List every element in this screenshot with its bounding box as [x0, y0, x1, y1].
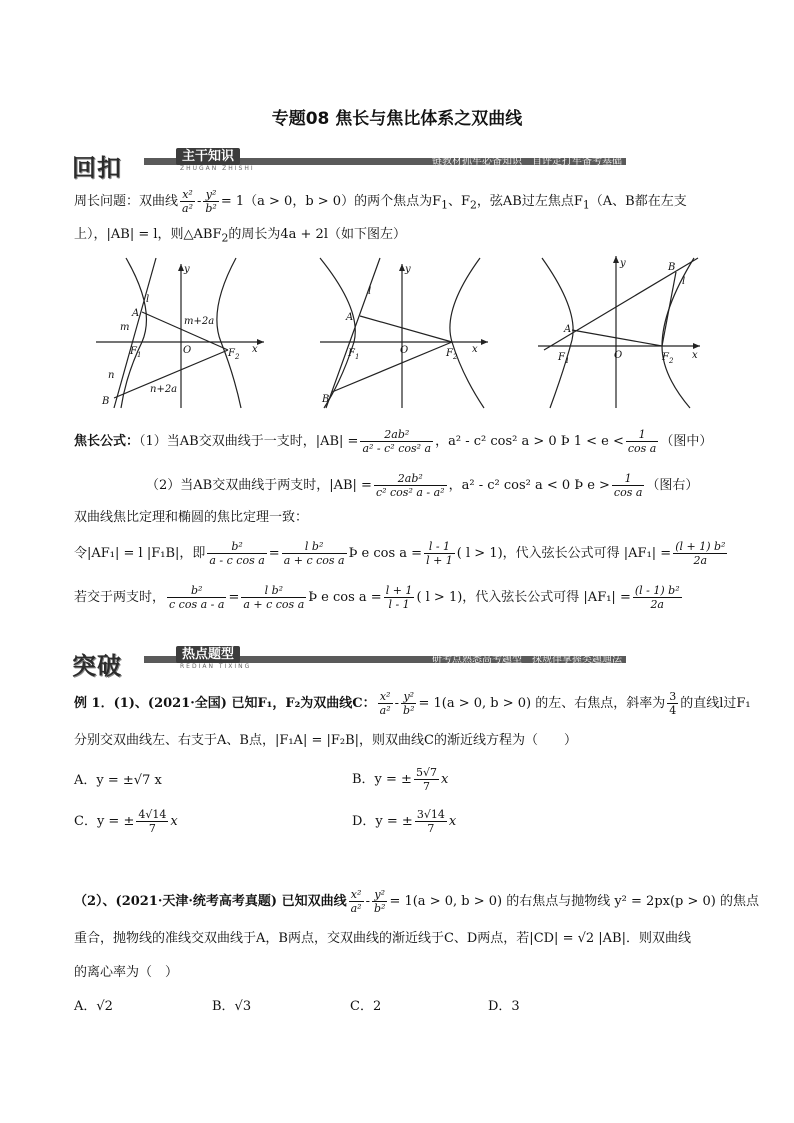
svg-text:O: O — [400, 345, 409, 356]
example2-line-2: 重合，抛物线的准线交双曲线于A，B两点，交双曲线的渐近线于C、D两点，若|CD| = √2 |AB|．则双曲线 — [74, 931, 691, 946]
focal-formula-2: （2）当AB交双曲线于两支时，|AB| = $\frac{\text{2ab²}}{\text{c² cos² a - a²}}$ ，a² - c² cos² a < 0 Þ e > $\frac{1}{\text{cos a}}$ （图右） — [146, 472, 699, 499]
focal-formula-1: 焦长公式：（1）当AB交双曲线于一支时，|AB| = $\frac{\text{2ab²}}{\text{a² - c² cos² a}}$ ，a² - c² cos² a > 0 Þ 1 < e < $\frac{1}{\text{cos a}}$ （图中） — [74, 428, 713, 455]
ex2-option-C[interactable]: C．2 — [350, 999, 382, 1014]
section-banner-review — [72, 148, 626, 182]
intro-text: 周长问题：双曲线 — [74, 194, 179, 209]
example1-line-1: 例 1．(1)、(2021·全国) 已知F₁，F₂为双曲线C： $\frac{\text{x²}}{\text{a²}}$ - $\frac{\text{y²}}{\text{b²}}$ = 1(a > 0, b > 0) 的左、右焦点，斜率为 $\frac{3}{4}$ 的直线l过F₁ — [74, 690, 751, 717]
label-m: m — [120, 322, 130, 333]
intro-line-1: 周长问题：双曲线 $\frac{\text{x²}}{\text{a²}}$ - $\frac{\text{y²}}{\text{b²}}$ = 1（a > 0，b > 0）的两个焦点为$F_1$、$F_2$，弦AB过左焦点$F_1(A$、B都在左支 — [74, 188, 687, 215]
intro-cond: = 1（a > 0，b > 0）的两个焦点为F — [220, 194, 442, 209]
section-banner-breakthrough: 突破 热点题型 REDIAN TIXING 研考点熟悉高考题型 探规律掌握类题通法 — [72, 646, 626, 676]
ex2-option-A[interactable]: A．√2 — [74, 999, 113, 1014]
banner-pinyin: ZHUGAN ZHISHI — [180, 165, 255, 172]
svg-text:O: O — [614, 350, 623, 361]
svg-text:l: l — [368, 286, 372, 297]
banner-heading: 回扣 — [72, 154, 122, 182]
svg-text:x: x — [472, 344, 478, 355]
svg-text:B: B — [322, 394, 330, 405]
example2-line-3: 的离心率为（ ） — [74, 965, 179, 980]
label-O: O — [183, 345, 192, 356]
ex1-option-A[interactable]: A．y = ±√7 x — [74, 773, 162, 788]
svg-text:y: y — [620, 258, 626, 269]
example2-line-1: （2）、(2021·天津·统考高考真题) 已知双曲线 $\frac{\text{x²}}{\text{a²}}$ - $\frac{\text{y²}}{\text{b²}}$ = 1(a > 0, b > 0) 的右焦点与抛物线 y² = 2px(p > 0) 的焦点 — [74, 888, 759, 915]
svg-text:A: A — [564, 324, 572, 335]
hyperbola-graph-right — [534, 250, 714, 410]
hyp-x-frac: $\frac{\text{x²}}{\text{a²}}$ — [182, 188, 193, 215]
intro-line-2: 上），|AB| = l，则$\triangle ABF_2$的周长为4a + 2l（如下图左） — [74, 227, 406, 245]
hyp-y-frac: $\frac{\text{y²}}{\text{b²}}$ — [205, 188, 217, 215]
hyperbola-graph-left — [86, 250, 266, 410]
label-x: x — [252, 344, 258, 355]
page-title: 专题08 焦长与焦比体系之双曲线 — [271, 109, 523, 129]
hyperbola-graph-middle — [312, 250, 492, 410]
svg-text:F2: $F_2$ — [446, 348, 458, 361]
svg-text:l: l — [682, 276, 686, 287]
ratio-intro: 双曲线焦比定理和椭圆的焦比定理一致： — [74, 510, 309, 525]
label-F1: $F_1$ — [130, 346, 142, 359]
label-m2a: m+2a — [184, 316, 215, 327]
svg-text:y: y — [405, 264, 411, 275]
label-n: n — [108, 370, 115, 381]
banner-tag: 主干知识 — [176, 148, 240, 165]
label-A: A — [132, 308, 140, 319]
ex2-option-D[interactable]: D．3 — [488, 999, 520, 1014]
svg-text:B: B — [668, 262, 676, 273]
svg-text:x: x — [692, 350, 698, 361]
label-B: B — [102, 396, 110, 407]
label-y: y — [184, 264, 190, 275]
ex1-option-B[interactable]: B．y = ± $\frac{5√7}{7}$ x — [352, 766, 449, 793]
svg-text:A: A — [346, 312, 354, 323]
right-branch — [217, 258, 241, 408]
ex1-option-D[interactable]: D．y = ± $\frac{3√14}{7}$ x — [352, 808, 457, 835]
ratio-line-2: 若交于两支时， $\frac{\text{b²}}{\text{c cos a - a}}$ = $\frac{\text{l b²}}{\text{a + c cos a}}$ Þ e cos a = $\frac{l + 1}{l - 1}$ ( l > 1)，代入弦长公式可得 |AF₁| = $\frac{\text{(l - 1) b²}}{2a}$ — [74, 584, 680, 611]
ex1-option-C[interactable]: C．y = ± $\frac{4√14}{7}$ x — [74, 808, 178, 835]
svg-text:F1: $F_1$ — [348, 348, 360, 361]
svg-text:F2: $F_2$ — [662, 352, 674, 365]
label-l: l — [146, 294, 150, 305]
banner-motto: 链教材抓牢必备知识 自评定打牢备考基础 — [432, 156, 622, 167]
ratio-line-1: 令|AF₁| = l |F₁B|，即 $\frac{\text{b²}}{\text{a - c cos a}}$ = $\frac{\text{l b²}}{\text{a + c cos a}}$ Þ e cos a = $\frac{l - 1}{l + 1}$ ( l > 1)，代入弦长公式可得 |AF₁| = $\frac{\text{(l + 1) b²}}{2a}$ — [74, 540, 726, 567]
ex2-option-B[interactable]: B．√3 — [212, 999, 252, 1014]
label-n2a: n+2a — [150, 384, 178, 395]
example1-line-2: 分别交双曲线左、右支于A、B点，|F₁A| = |F₂B|，则双曲线C的渐近线方程为（ ） — [74, 733, 577, 748]
svg-text:F1: $F_1$ — [558, 352, 570, 365]
label-F2: $F_2$ — [228, 348, 240, 361]
